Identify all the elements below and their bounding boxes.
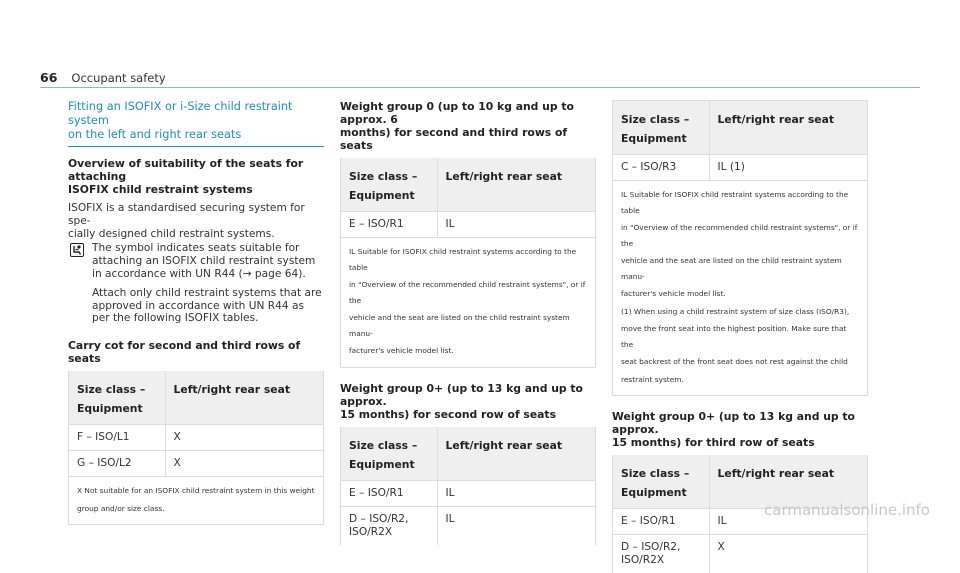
heading-line: Weight group 0 (up to 10 kg and up to approx. 6 (340, 100, 596, 126)
footnote-row (341, 238, 595, 367)
value-cell: X (165, 451, 323, 477)
text-line: approved in accordance with UN R44 as (92, 300, 322, 313)
attach-paragraph (92, 287, 322, 325)
page-number: 66 (40, 70, 57, 85)
note-paragraph (92, 242, 322, 280)
intro-paragraph (68, 202, 324, 240)
value-cell: IL (437, 212, 595, 238)
cell-line: ISO/R2X (349, 526, 429, 539)
weight-group-0plus-second-row-table-wrap (340, 427, 596, 545)
section-rule (68, 146, 324, 147)
header-rule (40, 87, 920, 88)
heading-line: months) for second and third rows of seats (340, 126, 596, 152)
footnote-line: vehicle and the seat are listed on the child restraint system manu- (621, 253, 859, 284)
footnote-line: in "Overview of the recommended child restraint systems", or if the (621, 220, 859, 251)
header-seat: Left/right rear seat (709, 101, 867, 155)
carry-cot-table (69, 371, 323, 524)
table-row (341, 480, 595, 506)
value-cell: X (165, 425, 323, 451)
header-seat: Left/right rear seat (165, 371, 323, 425)
heading-line: Weight group 0+ (up to 13 kg and up to approx. (612, 410, 868, 436)
header-size-class (613, 455, 709, 509)
footnote-line: move the front seat into the highest position. Make sure that the (621, 321, 859, 352)
header-size-class (69, 371, 165, 425)
cell-line: ISO/R2X (621, 554, 701, 567)
header-line: Size class – (621, 110, 701, 129)
size-cell (341, 506, 437, 545)
text-line: ISOFIX is a standardised securing system for spe- (68, 202, 324, 228)
cell-line: D – ISO/R2, (621, 541, 701, 554)
size-cell: G – ISO/L2 (69, 451, 165, 477)
table-header-row (613, 101, 867, 155)
text-line: Attach only child restraint systems that are (92, 287, 322, 300)
text-line: cially designed child restraint systems. (68, 228, 324, 241)
value-cell: IL (1) (709, 155, 867, 181)
text-line: per the following ISOFIX tables. (92, 312, 322, 325)
column-2 (340, 100, 596, 545)
footnote-line: seat backrest of the front seat does not rest against the child (621, 354, 859, 370)
isofix-note (68, 242, 324, 325)
table-row (613, 535, 867, 573)
header-size-class (341, 158, 437, 212)
section-title-line: on the left and right rear seats (68, 128, 324, 142)
table-header-row (341, 158, 595, 212)
page-reference-link[interactable]: in accordance with UN R44 (→ page 64). (92, 268, 322, 281)
footnote-line: facturer's vehicle model list. (349, 343, 587, 359)
section-title-line: Fitting an ISOFIX or i-Size child restraint system (68, 100, 324, 128)
weight-group-0-table-wrap (340, 158, 596, 368)
header-size-class (341, 427, 437, 481)
carry-cot-table-wrap (68, 371, 324, 525)
page-header (40, 70, 166, 85)
size-cell: F – ISO/L1 (69, 425, 165, 451)
size-cell: E – ISO/R1 (613, 509, 709, 535)
weight-group-0-table (341, 158, 595, 367)
header-line: Size class – (349, 436, 429, 455)
size-cell: E – ISO/R1 (341, 480, 437, 506)
footnote-line: group and/or size class. (77, 501, 315, 517)
table-row (69, 451, 323, 477)
footnote-cell (613, 181, 867, 396)
carry-cot-heading: Carry cot for second and third rows of seats (68, 339, 324, 365)
footnote-cell (69, 477, 323, 525)
section-name: Occupant safety (71, 71, 165, 85)
footnote-row (613, 181, 867, 396)
weight-group-0plus-third-row-heading (612, 410, 868, 449)
overview-heading (68, 157, 324, 196)
text-line: attaching an ISOFIX child restraint system (92, 255, 322, 268)
cell-line: D – ISO/R2, (349, 513, 429, 526)
header-seat: Left/right rear seat (709, 455, 867, 509)
size-cell: C – ISO/R3 (613, 155, 709, 181)
header-seat: Left/right rear seat (437, 158, 595, 212)
table-row (69, 425, 323, 451)
note-body (92, 242, 322, 325)
footnote-line: vehicle and the seat are listed on the child restraint system manu- (349, 310, 587, 341)
header-line: Equipment (77, 399, 157, 418)
header-line: Equipment (349, 186, 429, 205)
value-cell: IL (437, 506, 595, 545)
table-header-row (341, 427, 595, 481)
header-line: Equipment (349, 455, 429, 474)
value-cell: IL (437, 480, 595, 506)
footnote-line: restraint system. (621, 372, 859, 388)
weight-group-0plus-second-row-table (341, 427, 595, 545)
table-header-row (69, 371, 323, 425)
header-line: Equipment (621, 483, 701, 502)
heading-line: Overview of suitability of the seats for attaching (68, 157, 324, 183)
header-line: Size class – (349, 167, 429, 186)
table-row (341, 506, 595, 545)
header-size-class (613, 101, 709, 155)
footnote-line: IL Suitable for ISOFIX child restraint systems according to the table (621, 187, 859, 218)
table-row (613, 155, 867, 181)
heading-line: Weight group 0+ (up to 13 kg and up to approx. (340, 382, 596, 408)
footnote-line: in "Overview of the recommended child restraint systems", or if the (349, 277, 587, 308)
footnote-cell (341, 238, 595, 367)
header-line: Size class – (77, 380, 157, 399)
section-title (68, 100, 324, 142)
watermark: carmanualsonline.info (764, 501, 930, 519)
header-seat: Left/right rear seat (437, 427, 595, 481)
group-0plus-continued-table (613, 101, 867, 395)
heading-line: 15 months) for second row of seats (340, 408, 596, 421)
value-cell: X (709, 535, 867, 573)
column-1 (68, 100, 324, 525)
footnote-line: facturer's vehicle model list. (621, 286, 859, 302)
header-line: Size class – (621, 464, 701, 483)
heading-line: ISOFIX child restraint systems (68, 183, 324, 196)
footnote-line: IL Suitable for ISOFIX child restraint systems according to the table (349, 244, 587, 275)
value-cell: IL (709, 509, 867, 535)
footnote-row (69, 477, 323, 525)
size-cell (613, 535, 709, 573)
text-line: The symbol indicates seats suitable for (92, 242, 322, 255)
size-cell: E – ISO/R1 (341, 212, 437, 238)
isofix-seat-icon (68, 242, 92, 325)
weight-group-0plus-second-row-heading (340, 382, 596, 421)
weight-group-0-heading (340, 100, 596, 152)
footnote-line: X Not suitable for an ISOFIX child restraint system in this weight (77, 483, 315, 499)
heading-line: 15 months) for third row of seats (612, 436, 868, 449)
footnote-line: (1) When using a child restraint system of size class (ISO/R3), (621, 304, 859, 320)
header-line: Equipment (621, 129, 701, 148)
table-row (341, 212, 595, 238)
group-0plus-continued-table-wrap (612, 100, 868, 396)
